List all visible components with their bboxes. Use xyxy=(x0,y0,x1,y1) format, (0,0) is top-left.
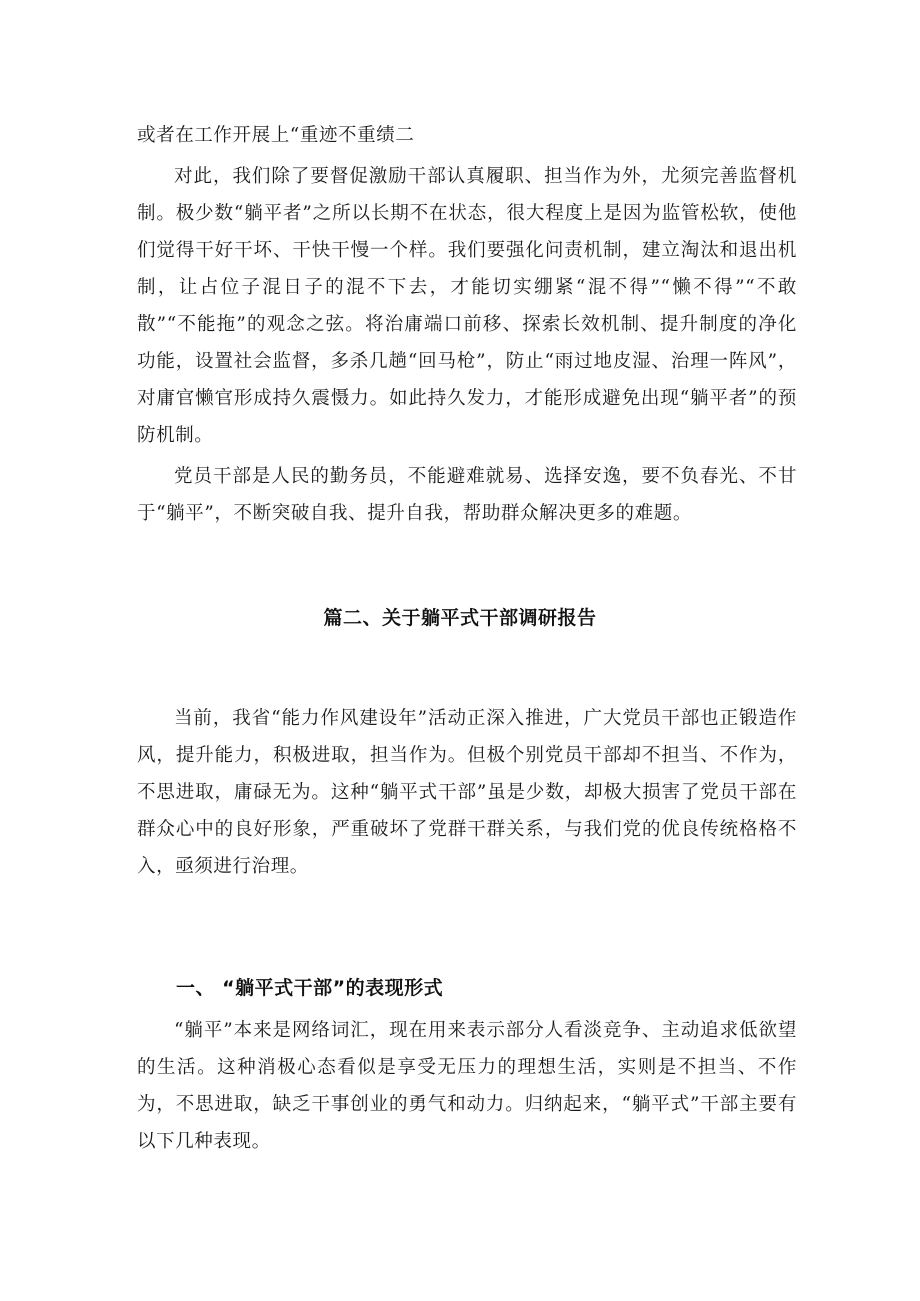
paragraph-cadre-duty: 党员干部是人民的勤务员，不能避难就易、选择安逸，要不负春光、不甘于“躺平”，不断突破自我、提升自我，帮助群众解决更多的难题。 xyxy=(137,466,797,524)
section-title: 篇二、关于躺平式干部调研报告 xyxy=(323,607,597,629)
subsection-title: 一、 “躺平式干部”的表现形式 xyxy=(176,977,444,999)
paragraph-section-intro: 当前，我省“能力作风建设年”活动正深入推进，广大党员干部也正锻造作风，提升能力，积极进取，担当作为。但极个别党员干部却不担当、不作为，不思进取，庸碌无为。这种“躺平式干部”虽是少数，却极大损害了党员干部在群众心中的良好形象，严重破坏了党群干群关系，与我们党的优良传统格格不入，亟须进行治理。 xyxy=(137,708,797,877)
paragraph-supervision: 对此，我们除了要督促激励干部认真履职、担当作为外，尤须完善监督机制。极少数“躺平者”之所以长期不在状态，很大程度上是因为监管松软，使他们觉得干好干坏、干快干慢一个样。我们要强化问责机制，建立淘汰和退出机制，让占位子混日子的混不下去，才能切实绷紧“混不得”“懒不得”“不敢散”“不能拖”的观念之弦。将治庸端口前移、探索长效机制、提升制度的净化功能，设置社会监督，多杀几趟“回马枪”，防止“雨过地皮湿、治理一阵风”，对庸官懒官形成持久震慑力。如此持久发力，才能形成避免出现“躺平者”的预防机制。 xyxy=(137,166,797,446)
paragraph-subsection-body: “躺平”本来是网络词汇，现在用来表示部分人看淡竞争、主动追求低欲望的生活。这种消极心态看似是享受无压力的理想生活，实则是不担当、不作为，不思进取，缺乏干事创业的勇气和动力。归纳起来，“躺平式”干部主要有以下几种表现。 xyxy=(137,1020,797,1152)
paragraph-continuation: 或者在工作开展上“重迹不重绩二 xyxy=(137,125,415,146)
